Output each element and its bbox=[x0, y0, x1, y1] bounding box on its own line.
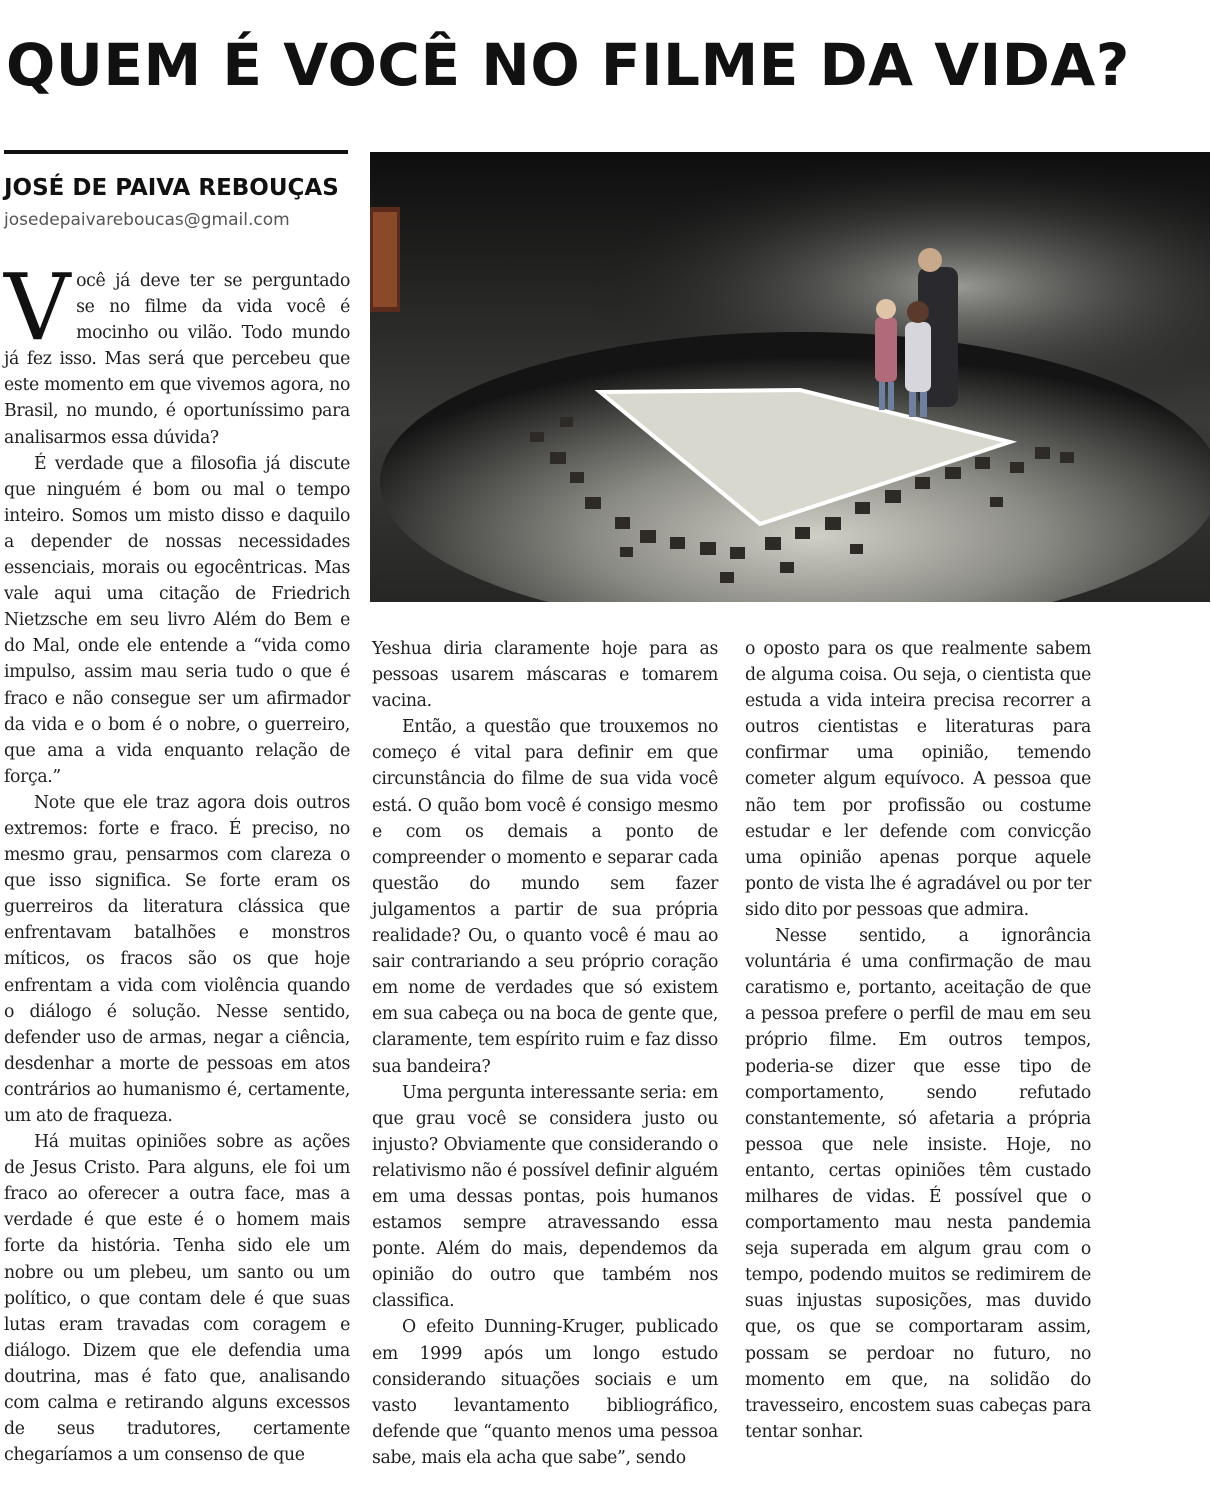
article-paragraph: Uma pergunta interessante seria: em que grau você se considera justo ou injusto? Obviamente que considerando o relativismo não é possível definir alguém em uma dessas pontas, pois humanos estamos sempre atravessando essa ponte. Além do mais, dependemos da opinião do outro que também nos classifica. bbox=[372, 1082, 718, 1312]
article-column-3 bbox=[745, 636, 1091, 1445]
article-paragraph: Você já deve ter se perguntado se no filme da vida você é mocinho ou vilão. Todo mundo já fez isso. Mas será que percebeu que este momento em que vivemos agora, no Brasil, no mundo, é oportuníssimo para analisarmos essa dúvida? bbox=[4, 254, 350, 448]
article-photo bbox=[370, 152, 1210, 602]
article-column-1 bbox=[4, 254, 350, 1468]
article-column-2 bbox=[372, 636, 718, 1471]
article-paragraph: O efeito Dunning-Kruger, publicado em 1999 após um longo estudo considerando situações sociais e um vasto levantamento bibliográfico, defende que “quanto menos uma pessoa sabe, mais ela acha que sabe”, sendo bbox=[372, 1317, 718, 1468]
article-paragraph: Então, a questão que trouxemos no começo é vital para definir em que circunstância do filme de sua vida você está. O quão bom você é consigo mesmo e com os demais a ponto de compreender o momento e separar cada questão do mundo sem fazer julgamentos a partir de sua própria realidade? Ou, o quanto você é mau ao sair contrariando a seu próprio coração em nome de verdades que só existem em sua cabeça ou na boca de gente que, claramente, tem espírito ruim e faz disso sua bandeira? bbox=[372, 717, 718, 1077]
article-paragraph: Nesse sentido, a ignorância voluntária é uma confirmação de mau caratismo e, portanto, aceitação de que a pessoa prefere o perfil de mau em seu próprio filme. Em outros tempos, poderia-se dizer que esse tipo de comportamento, sendo refutado constantemente, só afetaria a própria pessoa que nele insiste. Hoje, no entanto, certas opiniões têm custado milhares de vidas. É possível que o comportamento mau nesta pandemia seja superada em algum grau com o tempo, podendo muitos se redimirem de suas injustas suposições, mas duvido que, os que se comportaram assim, possam se perdoar no futuro, no momento em que, na solidão do travesseiro, encostem suas cabeças para tentar sonhar. bbox=[745, 926, 1091, 1442]
byline-rule bbox=[4, 150, 348, 154]
drop-cap: V bbox=[4, 254, 71, 361]
article-paragraph: Há muitas opiniões sobre as ações de Jesus Cristo. Para alguns, ele foi um fraco ao oferecer a outra face, mas a verdade é que este é o homem mais forte da história. Tenha sido ele um nobre ou um plebeu, um santo ou um político, o que contam dele é que suas lutas eram travadas com coragem e diálogo. Dizem que ele defendia uma doutrina, mas é fato que, analisando com calma e retirando alguns excessos de seus tradutores, certamente chegaríamos a um consenso de que bbox=[4, 1132, 350, 1466]
article-paragraph: o oposto para os que realmente sabem de alguma coisa. Ou seja, o cientista que estuda a vida inteira precisa recorrer a outros cientistas e literaturas para confirmar uma opinião, temendo cometer algum equívoco. A pessoa que não tem por profissão ou costume estudar e ler defende com convicção uma opinião apenas porque aquele ponto de vista lhe é agradável ou por ter sido dito por pessoas que admira. bbox=[745, 639, 1091, 920]
headline: QUEM É VOCÊ NO FILME DA VIDA? bbox=[6, 31, 1130, 99]
article-paragraph: É verdade que a filosofia já discute que ninguém é bom ou mal o tempo inteiro. Somos um misto disso e daquilo a depender de nossas necessidades essenciais, morais ou egocêntricas. Mas vale aqui uma citação de Friedrich Nietzsche em seu livro Além do Bem e do Mal, onde ele entende a “vida como impulso, assim mau seria tudo o que é fraco e não consegue ser um afirmador da vida e o bom é o nobre, o guerreiro, que ama a vida enquanto relação de força.” bbox=[4, 453, 350, 787]
article-paragraph: Yeshua diria claramente hoje para as pessoas usarem máscaras e tomarem vacina. bbox=[372, 639, 718, 712]
article-paragraph: Note que ele traz agora dois outros extremos: forte e fraco. É preciso, no mesmo grau, pensarmos com clareza o que isso significa. Se forte eram os guerreiros da literatura clássica que enfrentavam batalhões e monstros míticos, os fracos são os que hoje enfrentam a vida com violência quando o diálogo é solução. Nesse sentido, defender uso de armas, negar a ciência, desdenhar a morte de pessoas em atos contrários ao humanismo é, certamente, um ato de fraqueza. bbox=[4, 792, 350, 1126]
author-email: josedepaivareboucas@gmail.com bbox=[4, 210, 290, 230]
author-name: JOSÉ DE PAIVA REBOUÇAS bbox=[4, 175, 339, 201]
